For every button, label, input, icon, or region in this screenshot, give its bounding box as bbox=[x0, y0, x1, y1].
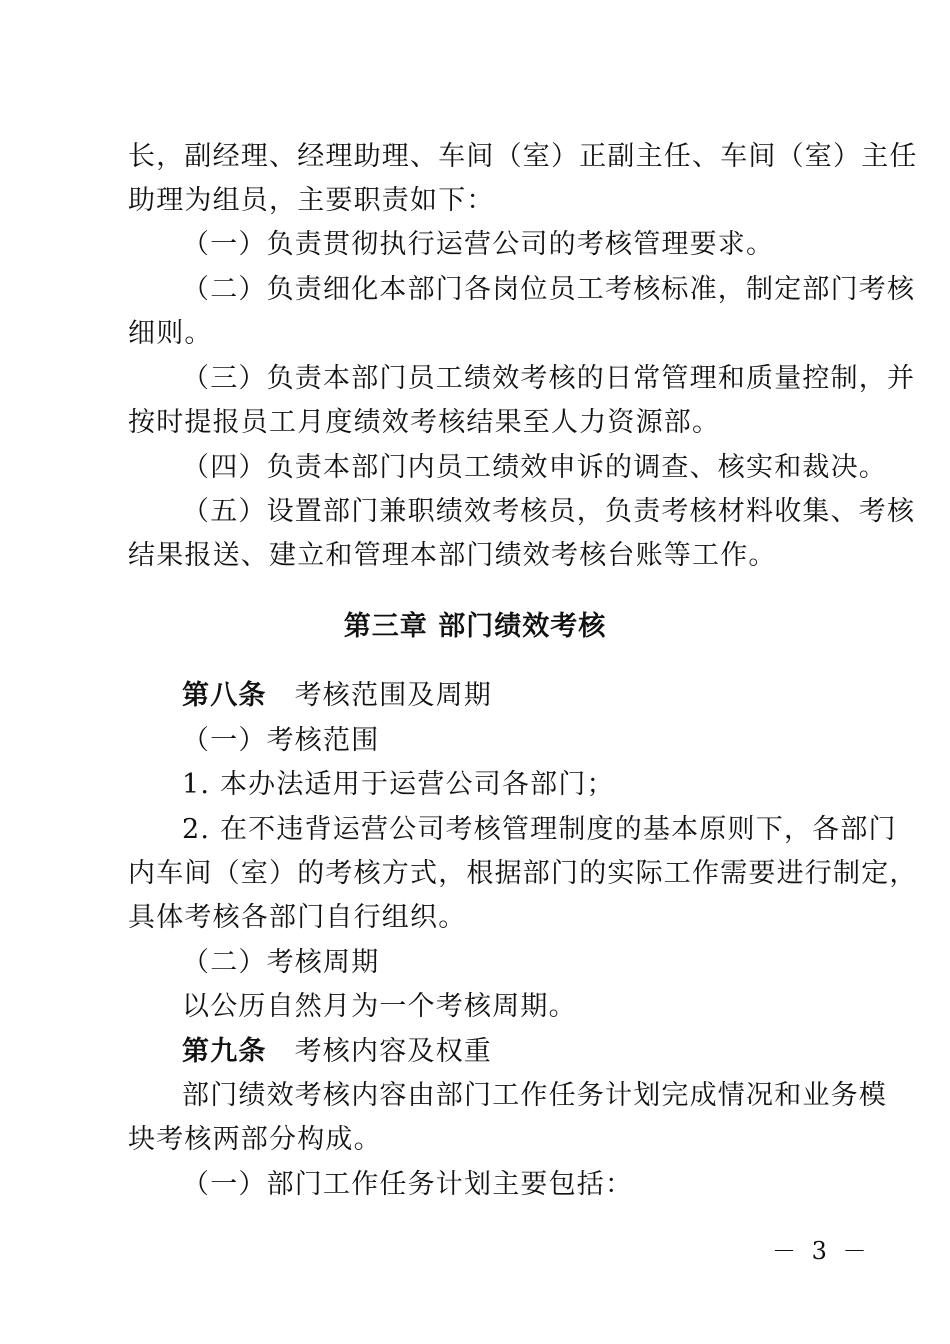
article-heading bbox=[182, 1034, 834, 1070]
list-item: （三）负责本部门员工绩效考核的日常管理和质量控制，并 bbox=[182, 363, 916, 394]
list-item: （一）考核范围 bbox=[182, 725, 380, 756]
paragraph-line: 按时提报员工月度绩效考核结果至人力资源部。 bbox=[128, 407, 721, 438]
paragraph-line: 以公历自然月为一个考核周期。 bbox=[182, 991, 577, 1022]
list-item: 1. 本办法适用于运营公司各部门； bbox=[182, 769, 615, 800]
paragraph-line: 块考核两部分构成。 bbox=[128, 1124, 382, 1155]
list-item: （一）负责贯彻执行运营公司的考核管理要求。 bbox=[182, 229, 775, 260]
list-item: （四）负责本部门内员工绩效申诉的调查、核实和裁决。 bbox=[182, 452, 887, 483]
list-item: （五）设置部门兼职绩效考核员，负责考核材料收集、考核 bbox=[182, 496, 916, 527]
paragraph-line: 内车间（室）的考核方式，根据部门的实际工作需要进行制定， bbox=[128, 858, 918, 889]
chapter-title: 第三章 部门绩效考核 bbox=[343, 611, 607, 642]
paragraph-line: 细则。 bbox=[128, 318, 213, 349]
paragraph-line: 结果报送、建立和管理本部门绩效考核台账等工作。 bbox=[128, 540, 777, 571]
article-title: 考核内容及权重 bbox=[294, 1036, 493, 1067]
list-item: （一）部门工作任务计划主要包括： bbox=[182, 1169, 634, 1200]
list-item: （二）负责细化本部门各岗位员工考核标准，制定部门考核 bbox=[182, 274, 916, 305]
article-label: 第九条 bbox=[182, 1036, 267, 1067]
article-label: 第八条 bbox=[182, 680, 267, 711]
paragraph-line: 长，副经理、经理助理、车间（室）正副主任、车间（室）主任 bbox=[128, 141, 918, 172]
paragraph-line: 部门绩效考核内容由部门工作任务计划完成情况和业务模 bbox=[182, 1080, 887, 1111]
page-number: － 3 － bbox=[772, 1237, 871, 1265]
article-heading bbox=[182, 678, 834, 714]
list-item: （二）考核周期 bbox=[182, 947, 380, 978]
paragraph-line: 具体考核各部门自行组织。 bbox=[128, 902, 467, 933]
list-item: 2. 在不违背运营公司考核管理制度的基本原则下，各部门 bbox=[182, 814, 897, 845]
paragraph-line: 助理为组员，主要职责如下： bbox=[128, 185, 495, 216]
article-title: 考核范围及周期 bbox=[294, 680, 493, 711]
